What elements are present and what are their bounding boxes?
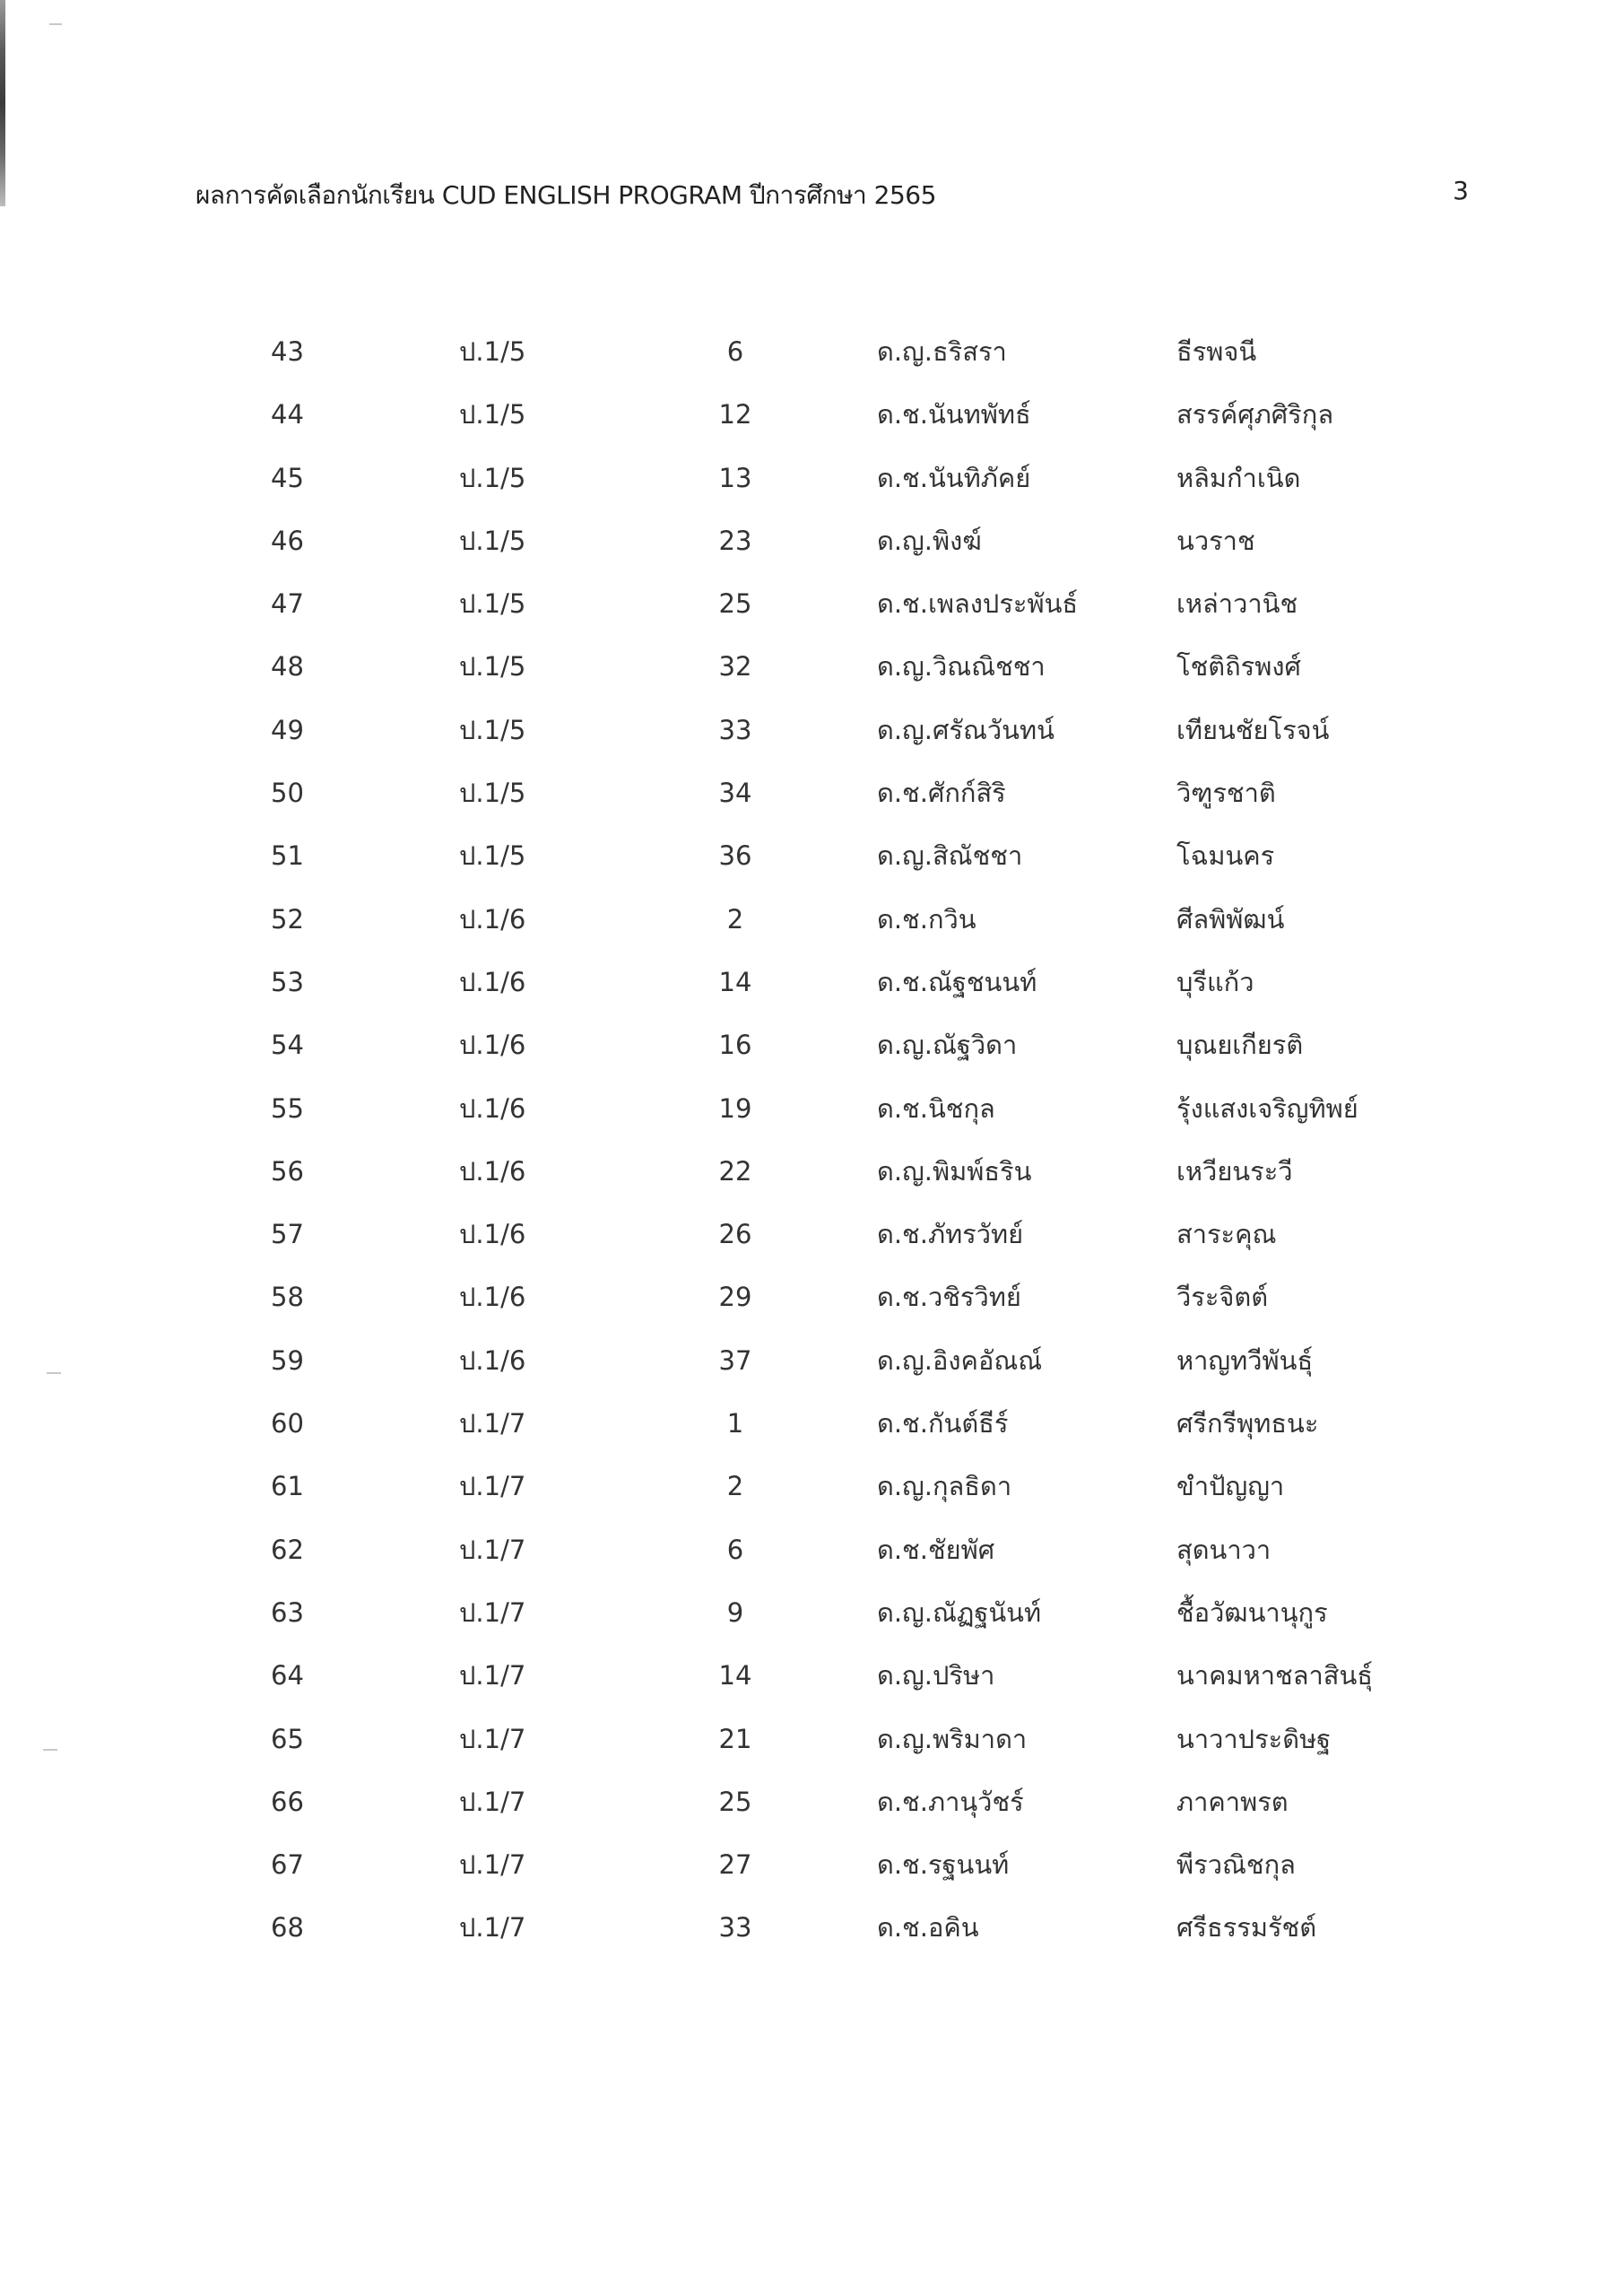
student-number: 19 [718,1092,752,1124]
table-row [0,1405,1623,1468]
student-last-name: นาคมหาชลาสินธุ์ [1176,1660,1373,1692]
student-first-name: ด.ช.วชิรวิทย์ [877,1282,1021,1313]
table-row [0,775,1623,838]
student-number: 2 [726,903,744,935]
student-first-name: ด.ญ.ณัฐวิดา [877,1030,1018,1061]
student-last-name: บุรีแก้ว [1176,966,1254,997]
row-index: 51 [271,840,304,872]
row-index: 44 [271,399,304,430]
page-header [195,176,1469,221]
student-last-name: ศรีธรรมรัชต์ [1176,1912,1317,1944]
class-name: ป.1/5 [459,462,526,493]
table-row [0,901,1623,964]
student-number: 33 [718,714,752,745]
class-name: ป.1/7 [459,1596,526,1628]
class-name: ป.1/5 [459,651,526,683]
row-index: 63 [271,1596,304,1628]
class-name: ป.1/7 [459,1786,526,1817]
table-row [0,523,1623,586]
class-name: ป.1/6 [459,1030,526,1061]
student-number: 22 [718,1155,752,1187]
student-number: 23 [718,525,752,556]
row-index: 66 [271,1786,304,1817]
row-index: 58 [271,1282,304,1313]
table-row [0,1847,1623,1909]
class-name: ป.1/6 [459,1282,526,1313]
class-name: ป.1/5 [459,525,526,556]
table-row [0,1721,1623,1784]
student-first-name: ด.ช.ชัยพัศ [877,1534,995,1565]
student-first-name: ด.ญ.ธริสรา [877,336,1007,367]
row-index: 47 [271,588,304,620]
row-index: 53 [271,966,304,997]
student-number: 27 [718,1849,752,1881]
class-name: ป.1/5 [459,714,526,745]
student-last-name: พีรวณิชกุล [1176,1849,1296,1881]
student-last-name: โฉมนคร [1176,840,1275,872]
scan-mark [49,23,62,25]
student-number: 12 [718,399,752,430]
student-last-name: บุณยเกียรติ [1176,1030,1304,1061]
student-first-name: ด.ญ.ณัฏฐนันท์ [877,1596,1042,1628]
table-row [0,1027,1623,1090]
table-row [0,1091,1623,1153]
student-number: 26 [718,1219,752,1250]
student-number: 21 [718,1723,752,1754]
table-row [0,1153,1623,1216]
student-number: 37 [718,1344,752,1376]
student-number: 9 [726,1596,744,1628]
class-name: ป.1/7 [459,1471,526,1502]
results-table [0,334,1623,1973]
student-first-name: ด.ญ.พิงฆ์ [877,525,982,556]
row-index: 50 [271,778,304,809]
student-first-name: ด.ญ.ปริษา [877,1660,995,1692]
student-first-name: ด.ช.ภานุวัชร์ [877,1786,1024,1817]
student-last-name: เทียนชัยโรจน์ [1176,714,1330,745]
student-first-name: ด.ช.ศักก์สิริ [877,778,1006,809]
row-index: 54 [271,1030,304,1061]
table-row [0,648,1623,711]
student-first-name: ด.ช.กันต์ธีร์ [877,1408,1009,1439]
student-last-name: สรรค์ศุภศิริกุล [1176,399,1334,430]
table-row [0,1595,1623,1657]
table-row [0,964,1623,1027]
class-name: ป.1/7 [459,1912,526,1944]
student-last-name: ธีรพจนี [1176,336,1257,367]
table-row [0,586,1623,648]
table-row [0,712,1623,775]
student-number: 6 [726,1534,744,1565]
student-first-name: ด.ญ.กุลธิดา [877,1471,1012,1502]
student-last-name: นวราช [1176,525,1255,556]
student-last-name: โชติถิรพงศ์ [1176,651,1301,683]
student-last-name: ศรีกรีพุทธนะ [1176,1408,1319,1439]
class-name: ป.1/7 [459,1849,526,1881]
row-index: 55 [271,1092,304,1124]
student-first-name: ด.ช.ณัฐชนนท์ [877,966,1037,997]
document-title: ผลการคัดเลือกนักเรียน CUD ENGLISH PROGRAM ปีการศึกษา 2565 [195,180,936,210]
student-number: 25 [718,1786,752,1817]
student-last-name: วิฑูรชาติ [1176,778,1276,809]
student-first-name: ด.ญ.ศรัณวันทน์ [877,714,1055,745]
table-row [0,1216,1623,1279]
row-index: 56 [271,1155,304,1187]
student-number: 13 [718,462,752,493]
class-name: ป.1/6 [459,1344,526,1376]
student-last-name: เหวียนระวี [1176,1155,1293,1187]
student-last-name: เหล่าวานิช [1176,588,1298,620]
page-number: 3 [1453,176,1469,205]
student-number: 29 [718,1282,752,1313]
student-last-name: หลิมกำเนิด [1176,462,1301,493]
class-name: ป.1/7 [459,1660,526,1692]
table-row [0,396,1623,459]
class-name: ป.1/6 [459,1219,526,1250]
class-name: ป.1/6 [459,903,526,935]
row-index: 52 [271,903,304,935]
row-index: 67 [271,1849,304,1881]
student-last-name: รุ้งแสงเจริญทิพย์ [1176,1092,1358,1124]
student-number: 14 [718,1660,752,1692]
student-first-name: ด.ญ.พริมาดา [877,1723,1028,1754]
row-index: 59 [271,1344,304,1376]
class-name: ป.1/5 [459,588,526,620]
class-name: ป.1/7 [459,1723,526,1754]
class-name: ป.1/7 [459,1408,526,1439]
class-name: ป.1/5 [459,399,526,430]
student-last-name: ภาคาพรต [1176,1786,1289,1817]
student-first-name: ด.ช.นันทิภัคย์ [877,462,1031,493]
student-number: 16 [718,1030,752,1061]
row-index: 49 [271,714,304,745]
table-row [0,460,1623,523]
student-first-name: ด.ญ.สิณัชชา [877,840,1023,872]
class-name: ป.1/5 [459,778,526,809]
student-number: 6 [726,336,744,367]
row-index: 57 [271,1219,304,1250]
class-name: ป.1/5 [459,840,526,872]
student-number: 32 [718,651,752,683]
student-last-name: หาญทวีพันธุ์ [1176,1344,1314,1376]
student-last-name: สาระคุณ [1176,1219,1277,1250]
student-first-name: ด.ญ.พิมพ์ธริน [877,1155,1032,1187]
table-row [0,1468,1623,1531]
class-name: ป.1/7 [459,1534,526,1565]
table-row [0,838,1623,900]
student-last-name: วีระจิตต์ [1176,1282,1269,1313]
student-number: 25 [718,588,752,620]
student-last-name: ชื้อวัฒนานุกูร [1176,1596,1328,1628]
student-number: 33 [718,1912,752,1944]
class-name: ป.1/6 [459,966,526,997]
table-row [0,1279,1623,1342]
student-first-name: ด.ช.นิชกุล [877,1092,995,1124]
student-first-name: ด.ช.รฐนนท์ [877,1849,1010,1881]
row-index: 45 [271,462,304,493]
student-last-name: สุดนาวา [1176,1534,1271,1565]
student-first-name: ด.ช.นันทพัทธ์ [877,399,1031,430]
student-last-name: ขำปัญญา [1176,1471,1285,1502]
student-first-name: ด.ญ.วิณณิชชา [877,651,1046,683]
student-first-name: ด.ช.กวิน [877,903,976,935]
student-last-name: ศีลพิพัฒน์ [1176,903,1285,935]
row-index: 60 [271,1408,304,1439]
row-index: 46 [271,525,304,556]
table-row [0,1909,1623,1972]
student-number: 34 [718,778,752,809]
row-index: 64 [271,1660,304,1692]
student-last-name: นาวาประดิษฐ [1176,1723,1332,1754]
student-number: 1 [726,1408,744,1439]
row-index: 65 [271,1723,304,1754]
student-number: 2 [726,1471,744,1502]
table-row [0,1532,1623,1595]
row-index: 62 [271,1534,304,1565]
class-name: ป.1/6 [459,1092,526,1124]
scan-edge-artifact [0,0,5,206]
class-name: ป.1/5 [459,336,526,367]
table-row [0,1343,1623,1405]
row-index: 48 [271,651,304,683]
student-first-name: ด.ช.อคิน [877,1912,979,1944]
student-first-name: ด.ช.ภัทรวัทย์ [877,1219,1024,1250]
student-number: 36 [718,840,752,872]
table-row [0,1657,1623,1720]
table-row [0,1784,1623,1847]
student-first-name: ด.ช.เพลงประพันธ์ [877,588,1079,620]
student-first-name: ด.ญ.อิงคอัณณ์ [877,1344,1043,1376]
student-number: 14 [718,966,752,997]
row-index: 43 [271,336,304,367]
table-row [0,334,1623,396]
row-index: 61 [271,1471,304,1502]
row-index: 68 [271,1912,304,1944]
class-name: ป.1/6 [459,1155,526,1187]
